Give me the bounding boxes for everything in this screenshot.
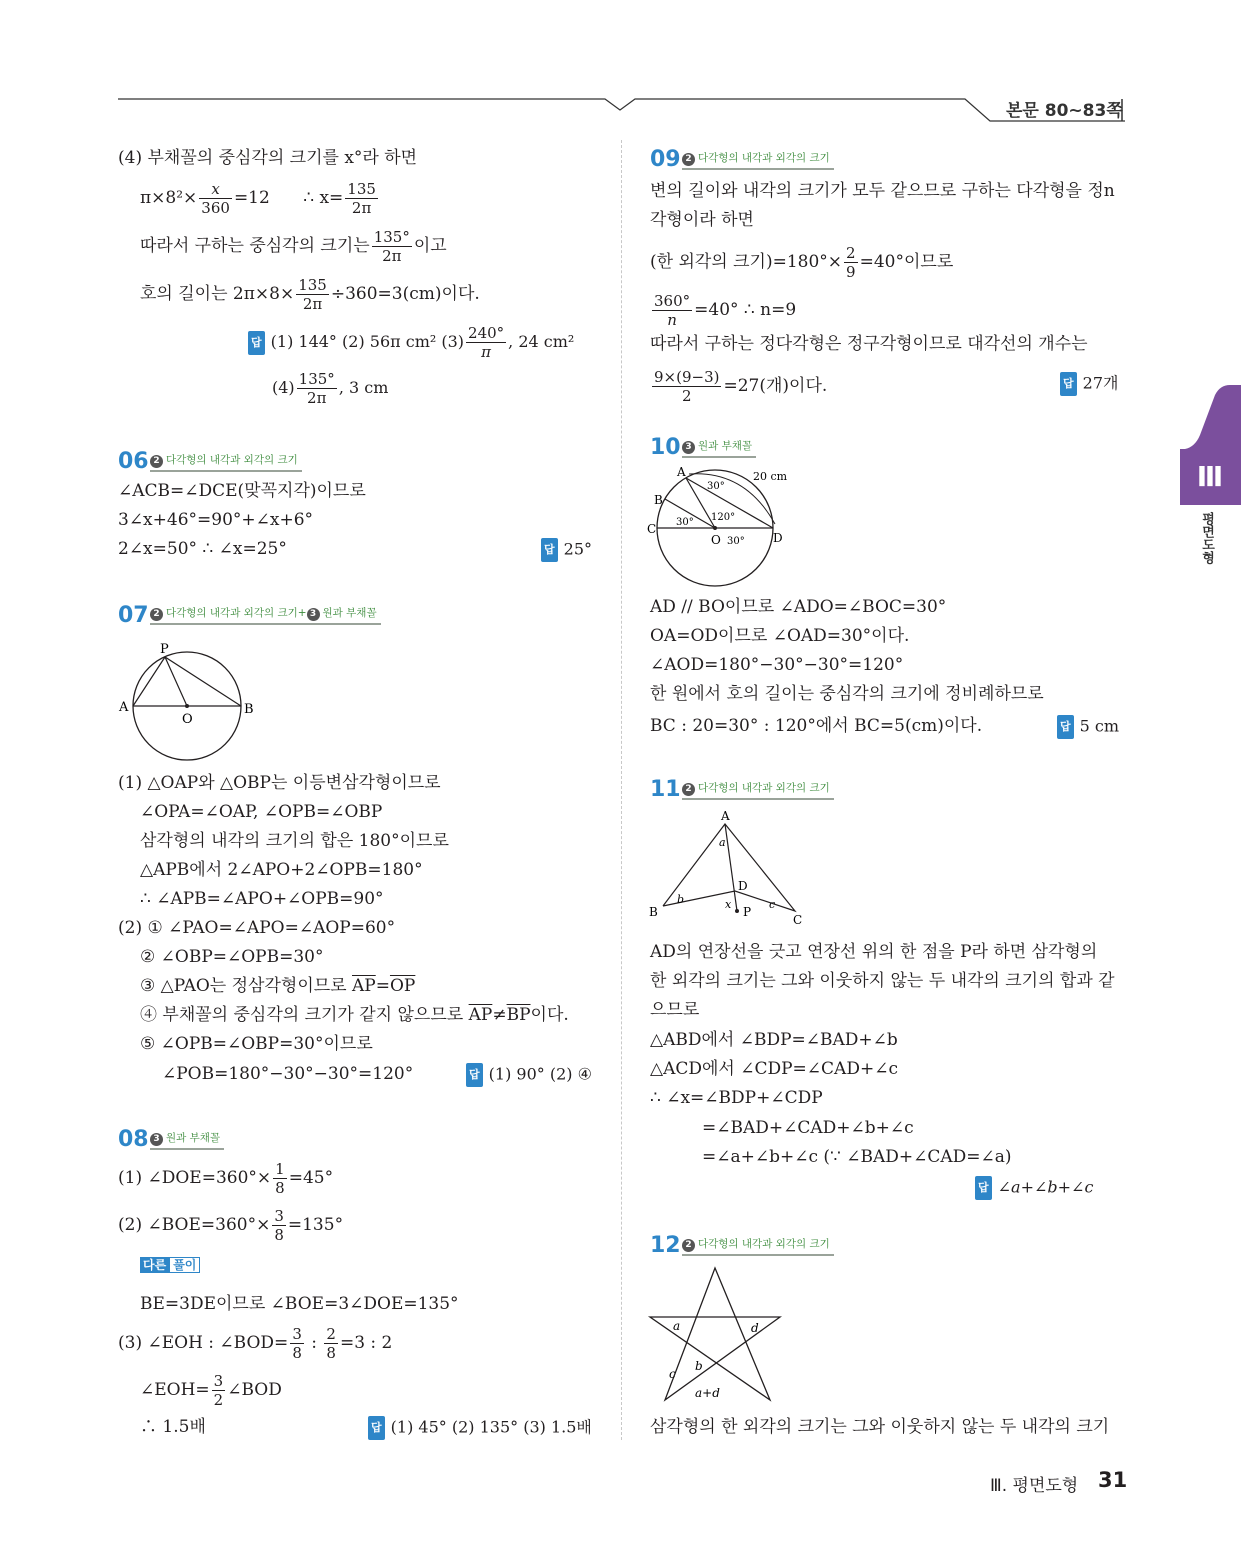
- q10-fig-label-a: A: [677, 465, 686, 479]
- q09-tag: 2 다각형의 내각과 외각의 크기: [682, 150, 834, 170]
- q08-line1: (1) ∠DOE=360°× $\frac{1}{8}$ =45°: [118, 1160, 334, 1197]
- q07-fig-label-o: O: [182, 712, 193, 727]
- q11-line6: ∴ ∠x=∠BDP+∠CDP: [650, 1088, 823, 1108]
- q11-fig-angle-b: b: [677, 893, 685, 906]
- q07-line5: ∴ ∠APB=∠APO+∠OPB=90°: [140, 889, 384, 909]
- q11-figure: [645, 806, 815, 926]
- q09-answer: 답 27개: [1060, 372, 1118, 396]
- q11-fig-label-d: D: [738, 879, 748, 893]
- q10-line4: 한 원에서 호의 길이는 중심각의 크기에 정비례하므로: [650, 684, 1044, 704]
- side-tab-numeral: Ⅲ: [1196, 460, 1224, 493]
- q11-line1: AD의 연장선을 긋고 연장선 위의 한 점을 P라 하면 삼각형의: [650, 942, 1098, 962]
- q11-line2: 한 외각의 크기는 그와 이웃하지 않는 두 내각의 크기의 합과 같: [650, 971, 1115, 991]
- q09-line3: (한 외각의 크기)=180°× $\frac{2}{9}$ =40°이므로: [650, 244, 954, 281]
- q11-line8: =∠a+∠b+∠c (∵ ∠BAD+∠CAD=∠a): [702, 1147, 1012, 1167]
- q08-line2: (2) ∠BOE=360°× $\frac{3}{8}$ =135°: [118, 1207, 344, 1244]
- q12-fig-angle-b: b: [695, 1359, 703, 1373]
- q10-number: 10: [650, 435, 681, 460]
- q11-fig-angle-x: x: [725, 898, 732, 911]
- q10-line5: BC : 20=30° : 120°에서 BC=5(cm)이다.: [650, 716, 983, 736]
- q10-tag: 3 원과 부채꼴: [682, 438, 756, 458]
- q08-line6: ∴ 1.5배: [140, 1417, 206, 1437]
- q09-number: 09: [650, 147, 681, 172]
- p05-line4: 호의 길이는 2π×8× $\frac{135}{2\pi}$ ÷360=3(cm)이다.: [140, 276, 480, 313]
- q08-line5: ∠EOH= $\frac{3}{2}$ ∠BOD: [140, 1372, 282, 1409]
- q06-number: 06: [118, 449, 149, 474]
- q12-line1: 삼각형의 한 외각의 크기는 그와 이웃하지 않는 두 내각의 크기: [650, 1417, 1110, 1437]
- q11-fig-label-a: A: [721, 809, 730, 823]
- q12-number: 12: [650, 1233, 681, 1258]
- q12-tag: 2 다각형의 내각과 외각의 크기: [682, 1236, 834, 1256]
- q10-fig-angle-a: 30°: [707, 481, 725, 492]
- q09-line4: $\frac{360^\circ}{n}$ =40° ∴ n=9: [654, 292, 797, 329]
- p05-line1: (4) 부채꼴의 중심각의 크기를 x°라 하면: [118, 148, 418, 168]
- q11-fig-label-b: B: [649, 905, 658, 919]
- q07-figure: [110, 635, 270, 765]
- q12-fig-angle-a: a: [673, 1319, 681, 1333]
- side-tab-label: 평면도형: [1199, 512, 1214, 564]
- q11-fig-label-p: P: [743, 905, 752, 919]
- q07-line7: ② ∠OBP=∠OPB=30°: [140, 947, 324, 967]
- q07-line3: 삼각형의 내각의 크기의 합은 180°이므로: [140, 831, 449, 851]
- q10-fig-label-b: B: [654, 493, 663, 507]
- q08-answer: 답 (1) 45° (2) 135° (3) 1.5배: [368, 1416, 592, 1440]
- q10-fig-length: 20 cm: [753, 470, 788, 483]
- q07-line9: ④ 부채꼴의 중심각의 크기가 같지 않으므로 $\overline{AP}\ne\overline{BP}$이다.: [140, 1005, 569, 1025]
- q10-line3: ∠AOD=180°−30°−30°=120°: [650, 655, 904, 675]
- q06-line3: 2∠x=50° ∴ ∠x=25°: [118, 539, 287, 559]
- q07-answer: 답 (1) 90° (2) ④: [466, 1063, 592, 1087]
- q07-tag: 2 다각형의 내각과 외각의 크기+ 3 원과 부채꼴: [150, 605, 381, 625]
- q12-fig-angle-d: d: [751, 1321, 759, 1335]
- p05-line3: 따라서 구하는 중심각의 크기는 $\frac{135^\circ}{2\pi}$ 이고: [140, 228, 447, 265]
- page-ref: 본문 80~83쪽: [1006, 101, 1123, 121]
- q06-answer: 답 25°: [541, 538, 592, 562]
- q10-fig-angle-o: 30°: [727, 536, 745, 547]
- q11-line5: △ACD에서 ∠CDP=∠CAD+∠c: [650, 1059, 898, 1079]
- q08-line3: BE=3DE이므로 ∠BOE=3∠DOE=135°: [140, 1294, 459, 1314]
- q07-line11: ∠POB=180°−30°−30°=120°: [162, 1064, 414, 1084]
- q10-fig-label-d: D: [773, 531, 783, 545]
- q11-fig-angle-c: c: [769, 898, 776, 911]
- q07-line6: (2) ① ∠PAO=∠APO=∠AOP=60°: [118, 918, 396, 938]
- q07-fig-label-a: A: [119, 700, 129, 715]
- column-divider: [621, 140, 622, 1440]
- q07-fig-label-b: B: [244, 702, 254, 717]
- p05-answer1: 답 (1) 144° (2) 56π cm² (3) $\frac{240^\circ}{\pi}$ , 24 cm²: [248, 324, 574, 361]
- q10-answer: 답 5 cm: [1057, 715, 1119, 739]
- q07-line8: ③ △PAO는 정삼각형이므로 $\overline{AP}=\overline{OP}$: [140, 976, 416, 996]
- q09-line2: 각형이라 하면: [650, 210, 754, 230]
- q11-tag: 2 다각형의 내각과 외각의 크기: [682, 780, 834, 800]
- q08-tag: 3 원과 부채꼴: [150, 1130, 224, 1150]
- footer-page-number: 31: [1098, 1468, 1128, 1492]
- q11-fig-label-c: C: [793, 913, 803, 926]
- q06-tag: 2 다각형의 내각과 외각의 크기: [150, 452, 302, 472]
- q10-figure: [645, 462, 805, 592]
- p05-line2: π×8²× $\frac{x}{360}$ =12 ∴ x= $\frac{135}{2\pi}$: [140, 180, 376, 217]
- q06-line2: 3∠x+46°=90°+∠x+6°: [118, 510, 314, 530]
- q10-line1: AD // BO이므로 ∠ADO=∠BOC=30°: [650, 597, 947, 617]
- q12-figure: [645, 1262, 795, 1407]
- q11-line3: 으므로: [650, 1000, 700, 1020]
- q12-fig-angle-ad: a+d: [695, 1386, 720, 1400]
- q11-line7: =∠BAD+∠CAD+∠b+∠c: [702, 1118, 914, 1138]
- p05-answer2: (4) $\frac{135^\circ}{2\pi}$ , 3 cm: [272, 370, 389, 407]
- q11-line4: △ABD에서 ∠BDP=∠BAD+∠b: [650, 1030, 898, 1050]
- footer-chapter: Ⅲ. 평면도형: [990, 1476, 1079, 1496]
- q07-line2: ∠OPA=∠OAP, ∠OPB=∠OBP: [140, 802, 383, 822]
- q11-number: 11: [650, 777, 681, 802]
- q10-fig-angle-aod: 120°: [711, 512, 736, 523]
- q07-fig-label-p: P: [160, 642, 169, 657]
- q07-line4: △APB에서 2∠APO+2∠OPB=180°: [140, 860, 423, 880]
- q10-line2: OA=OD이므로 ∠OAD=30°이다.: [650, 626, 910, 646]
- q11-fig-angle-a: a: [719, 836, 726, 849]
- q10-fig-angle-c: 30°: [676, 517, 694, 528]
- q12-fig-angle-c: c: [669, 1367, 676, 1381]
- q08-number: 08: [118, 1127, 149, 1152]
- q09-line6: $\frac{9\times(9-3)}{2}$ =27(개)이다.: [654, 368, 828, 405]
- q08-line4: (3) ∠EOH : ∠BOD= $\frac{3}{8}$ : $\frac{2}{8}$ =3 : 2: [118, 1325, 393, 1362]
- q08-other-solution: 다른 풀이: [140, 1256, 200, 1273]
- q07-number: 07: [118, 603, 149, 628]
- q09-line5: 따라서 구하는 정다각형은 정구각형이므로 대각선의 개수는: [650, 334, 1088, 354]
- q06-line1: ∠ACB=∠DCE(맞꼭지각)이므로: [118, 481, 366, 501]
- q10-fig-label-o: O: [711, 533, 721, 547]
- q07-line1: (1) △OAP와 △OBP는 이등변삼각형이므로: [118, 773, 441, 793]
- q09-line1: 변의 길이와 내각의 크기가 모두 같으므로 구하는 다각형을 정n: [650, 181, 1115, 201]
- q11-answer: 답 ∠a+∠b+∠c: [975, 1176, 1093, 1200]
- q10-fig-label-c: C: [647, 522, 657, 536]
- q07-line10: ⑤ ∠OPB=∠OBP=30°이므로: [140, 1034, 373, 1054]
